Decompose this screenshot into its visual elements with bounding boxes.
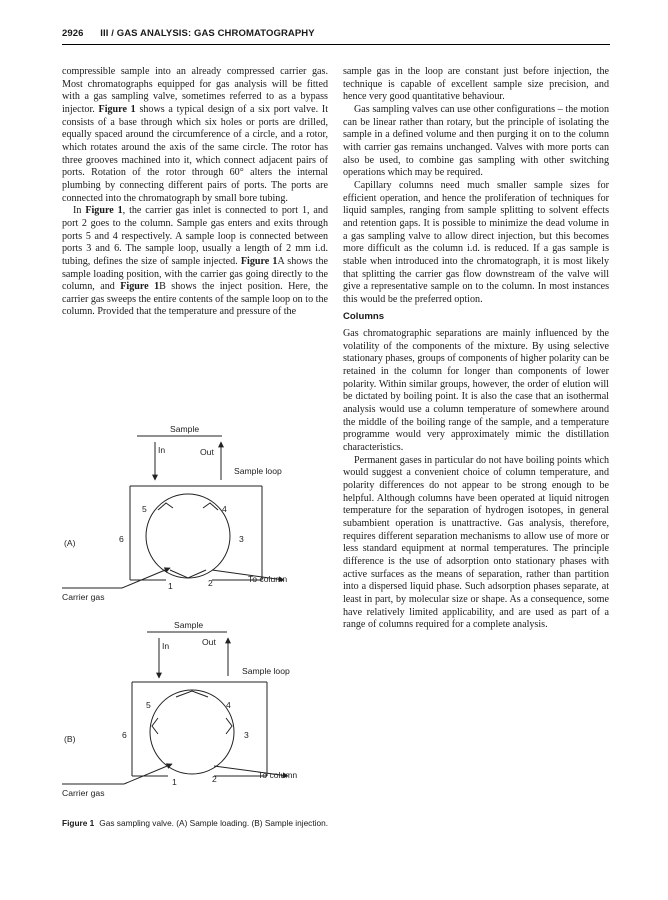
port-label: 6 — [122, 730, 127, 740]
figure-caption — [62, 818, 337, 829]
port-label: 2 — [212, 774, 217, 784]
port-label: 4 — [226, 700, 231, 710]
figure-reference: Figure 1 — [120, 281, 160, 293]
right-column — [343, 66, 609, 632]
port-label: 5 — [146, 700, 151, 710]
out-label: Out — [200, 447, 214, 457]
caption-text: Gas sampling valve. (A) Sample loading. (B) Sample injection. — [99, 818, 329, 828]
sample-label: Sample — [174, 620, 204, 630]
paragraph: Gas chromatographic separations are mainly influenced by the volatility of the components of the mixture. By using selective stationary phases, groups of components of higher polarity can be retained in the column for longer than components of lower polarity. Within similar groups, however, the order of elution will be dictated by boiling point. It is also the case that an isothermal analysis would use a column temperature of somewhere around the middle of the boiling range of the sample, and a temperature programme would very approximately mimic the distillation characteristics. — [343, 328, 609, 454]
panel-b-diagram — [62, 620, 297, 798]
running-title: III / GAS ANALYSIS: GAS CHROMATOGRAPHY — [100, 28, 315, 39]
paragraph: sample gas in the loop are constant just before injection, the technique is capable of excellent sample size precision, and hence very good quantitative behaviour. — [343, 66, 609, 103]
port-label: 3 — [239, 534, 244, 544]
port-label: 3 — [244, 730, 249, 740]
paragraph: Gas sampling valves can use other configurations – the motion can be linear rather than rotary, but the principle of isolating the sample in a defined volume and then purging it on to the column with carrier gas remains unchanged. Valves with more ports can also be used, to combine gas sampling with other switching operations which may be required. — [343, 103, 609, 179]
sample-loop-label: Sample loop — [234, 466, 282, 476]
figure-valve-diagram — [62, 418, 337, 838]
header-rule — [62, 44, 610, 45]
carrier-gas-label: Carrier gas — [62, 592, 105, 602]
port-label: 5 — [142, 504, 147, 514]
valve-rotor — [146, 494, 230, 578]
paragraph: compressible sample into an already compressed carrier gas. Most chromatographs equipped for gas analysis will be fitted with a gas sampling valve, sometimes referred to as a bypass injector. Figure 1 shows a typical design of a six port valve. It consists of a base through which six holes or ports are drilled, equally spaced around the circumference of a circle, and a rotor, which rotates around the axis of the same circle. The rotor has three grooves machined into it, which connect adjacent pairs of ports. Rotation of the rotor through 60° alters the internal plumbing by connecting different pairs of ports. The ports are connected into the chromatograph by small bore tubing. — [62, 66, 328, 204]
carrier-gas-arrow — [122, 568, 170, 588]
left-column — [62, 66, 328, 319]
out-label: Out — [202, 637, 216, 647]
rotor-groove — [226, 718, 232, 734]
panel-label: (B) — [64, 734, 76, 744]
to-column-label: To column — [258, 770, 298, 780]
rotor-groove — [170, 570, 206, 578]
paragraph: In Figure 1, the carrier gas inlet is connected to port 1, and port 2 goes to the column. Sample gas enters and exits through ports 5 and 4 respectively. A sample loop is connected between ports 3 and 6. The sample loop, usually a length of 2 mm i.d. tubing, defines the size of sample injected. Figure 1A shows the sample loading position, with the carrier gas going directly to the column, and Figure 1B shows the inject position. Here, the carrier gas sweeps the entire contents of the sample loop on to the column. Provided that the temperature and pressure of the — [62, 205, 328, 318]
sample-label: Sample — [170, 424, 200, 434]
section-heading: Columns — [343, 311, 385, 323]
sample-loop-label: Sample loop — [242, 666, 290, 676]
in-label: In — [162, 641, 170, 651]
port-label: 2 — [208, 578, 213, 588]
valve-rotor — [150, 690, 234, 774]
carrier-gas-arrow — [124, 764, 172, 784]
page-number: 2926 — [62, 28, 84, 39]
paragraph: Capillary columns need much smaller sample sizes for efficient operation, and hence the proliferation of techniques for liquid samples, ranging from sample splitting to solvent effects and retention gaps. It is possible to minimize the dead volume in a gas sampling valve to allow direct injection, but this becomes more difficult as the column i.d. is reduced. If a gas sample is stable when introduced into the chromatograph, it is most likely that splitting the carrier gas flow downstream of the valve will give a representative sample on to the column. In most instances this would be the preferred option. — [343, 179, 609, 305]
figure-reference: Figure 1 — [240, 255, 278, 267]
port-label: 6 — [119, 534, 124, 544]
caption-label: Figure 1 — [62, 818, 95, 828]
to-column-label: To column — [248, 574, 288, 584]
panel-a-diagram — [62, 424, 287, 602]
carrier-gas-label: Carrier gas — [62, 788, 105, 798]
figure-reference: Figure 1 — [85, 205, 123, 217]
port-label: 1 — [172, 777, 177, 787]
port-label: 4 — [222, 504, 227, 514]
panel-label: (A) — [64, 538, 76, 548]
rotor-groove — [152, 718, 158, 734]
port-label: 1 — [168, 581, 173, 591]
in-label: In — [158, 445, 166, 455]
figure-reference: Figure 1 — [98, 103, 136, 115]
paragraph: Permanent gases in particular do not have boiling points which would suggest a convenient choice of column temperature, and polarity differences do not appear to be strong enough to be helpful. Although columns have been operated at liquid nitrogen temperature for the separation of hydrogen isotopes, in general subambient operation is unattractive. Gas analysis, therefore, requires different separation mechanisms to allow use of more or less standard equipment at normal temperatures. The principle difference is the use of adsorption onto stationary phases with active surfaces as the means of separation, rather than partition into a dispersed liquid phase. Such adsorption phases separate, at least in part, by molecular size or shape. As a consequence, some have relatively limited applicability, and are used as part of a range of columns required for a complete analysis. — [343, 454, 609, 631]
